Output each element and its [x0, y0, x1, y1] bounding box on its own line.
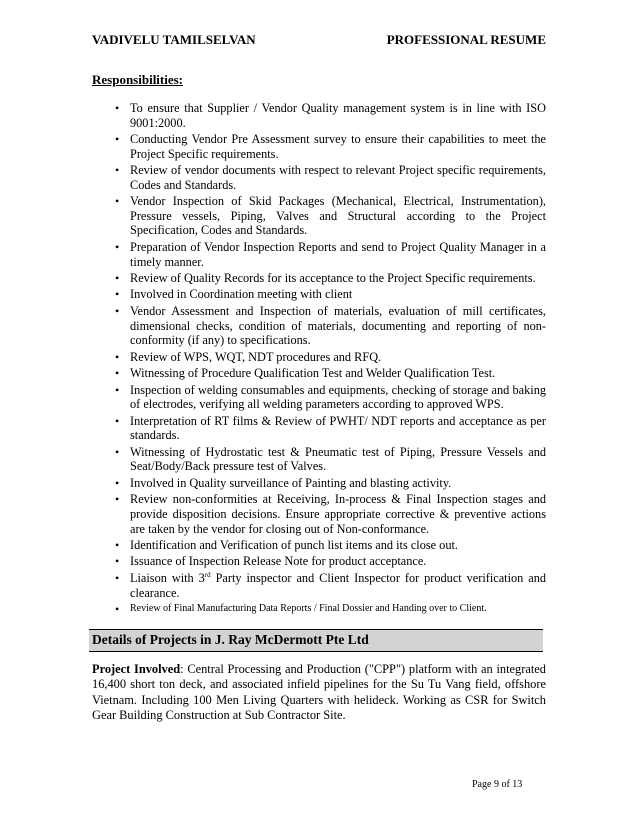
- list-item: • Involved in Quality surveillance of Painting and blasting activity.: [115, 475, 452, 490]
- bullet-icon: •: [115, 570, 120, 585]
- list-item: • Issuance of Inspection Release Note for product acceptance.: [115, 554, 427, 569]
- bullet-icon: •: [115, 366, 120, 381]
- document-type: PROFESSIONAL RESUME: [386, 32, 546, 47]
- bullet-icon: •: [115, 194, 120, 209]
- list-item: • Identification and Verification of punch list items and its close out.: [115, 537, 458, 552]
- list-item: • To ensure that Supplier / Vendor Quality management system is in line with ISO 9001:2000.: [115, 101, 546, 130]
- bullet-icon: •: [115, 382, 120, 397]
- bullet-icon: •: [115, 132, 120, 147]
- page-header: [92, 32, 546, 56]
- list-item: • Interpretation of RT films & Review of PWHT/ NDT reports and acceptance as per standards.: [115, 413, 546, 443]
- list-item-liaison: • Liaison with 3rd Party inspector and Client Inspector for product verification and clearance.: [115, 570, 546, 600]
- list-item: • Review of vendor documents with respect to relevant Project specific requirements, Codes and Standards.: [115, 163, 546, 192]
- projects-section-title: Details of Projects in J. Ray McDermott Pte Ltd: [92, 632, 369, 647]
- list-item: • Review of Quality Records for its acceptance to the Project Specific requirements.: [115, 270, 536, 285]
- responsibilities-list: [92, 101, 546, 618]
- list-item: • Inspection of welding consumables and equipments, checking of storage and baking of electrodes, verifying all welding parameters according to approved WPS.: [115, 382, 546, 412]
- bullet-icon: •: [115, 287, 120, 302]
- projects-section-bar: [89, 629, 543, 652]
- list-item: • Vendor Inspection of Skid Packages (Mechanical, Electrical, Instrumentation), Pressure vessels, Piping, Valves and Structural according to the Project Specification, Codes and Standards.: [115, 194, 546, 238]
- project-description: [92, 662, 546, 723]
- list-item: • Review non-conformities at Receiving, In-process & Final Inspection stages and provide disposition decisions. Ensure appropriate corrective & preventive actions are taken by the vendor for closing out of Non-conformance.: [115, 492, 546, 536]
- bullet-icon: •: [115, 270, 120, 285]
- bullet-icon: •: [115, 444, 120, 459]
- ordinal-superscript: rd: [204, 570, 211, 579]
- list-item: • Preparation of Vendor Inspection Reports and send to Project Quality Manager in a timely manner.: [115, 239, 546, 269]
- bullet-icon: •: [115, 413, 120, 428]
- bullet-icon: •: [115, 554, 120, 569]
- bullet-icon: •: [115, 349, 120, 364]
- project-details: : Central Processing and Production ("CPP") platform with an integrated 16,400 short ton deck, and associated infield pipelines for the Su Tu Vang field, offshore Vietnam. Including 100 Men Living Quarters with helideck. Working as CSR for Switch Gear Building Construction at Sub Contractor Site.: [92, 662, 547, 722]
- bullet-icon: •: [115, 537, 120, 552]
- list-item: • Review of WPS, WQT, NDT procedures and RFQ.: [115, 349, 382, 364]
- list-item: • Conducting Vendor Pre Assessment survey to ensure their capabilities to meet the Project Specific requirements.: [115, 132, 546, 161]
- page-number: Page 9 of 13: [472, 779, 523, 790]
- list-item: • Vendor Assessment and Inspection of materials, evaluation of mill certificates, dimensional checks, condition of materials, documenting and reporting of non-conformity (if any) to specifications.: [115, 303, 546, 348]
- bullet-icon: •: [115, 475, 120, 490]
- bullet-icon: •: [115, 239, 120, 254]
- bullet-icon: •: [115, 101, 120, 115]
- project-label: Project Involved: [92, 662, 181, 676]
- list-item: • Involved in Coordination meeting with client: [115, 287, 353, 302]
- bullet-icon: •: [115, 602, 120, 617]
- bullet-icon: •: [115, 492, 120, 507]
- bullet-icon: •: [115, 303, 120, 318]
- responsibilities-heading: Responsibilities:: [92, 72, 184, 87]
- list-item: • Witnessing of Hydrostatic test & Pneumatic test of Piping, Pressure Vessels and Seat/Body/Back pressure test of Valves.: [115, 444, 546, 474]
- list-item-final-dossier: • Review of Final Manufacturing Data Reports / Final Dossier and Handing over to Client.: [115, 602, 487, 617]
- bullet-icon: •: [115, 163, 120, 178]
- candidate-name: VADIVELU TAMILSELVAN: [92, 32, 256, 47]
- list-item: • Witnessing of Procedure Qualification Test and Welder Qualification Test.: [115, 366, 496, 381]
